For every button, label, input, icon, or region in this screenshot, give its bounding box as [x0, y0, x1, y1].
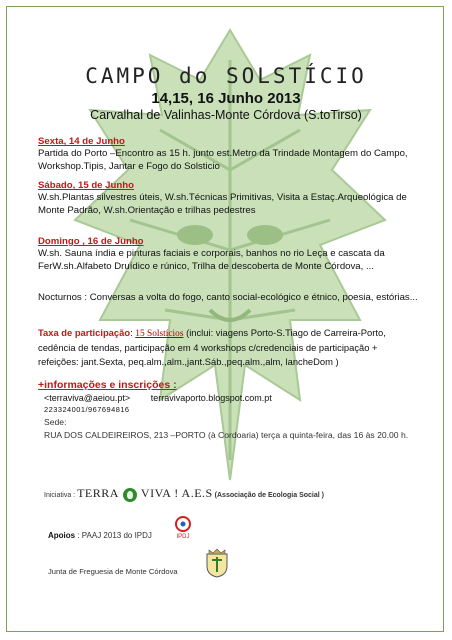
- contact-email[interactable]: <terraviva@aeiou.pt>: [44, 393, 131, 403]
- support-line: [48, 531, 152, 540]
- poster-title: CAMPO do SOLSTÍCIO: [85, 64, 367, 88]
- fee-price: 15 Solstícios: [135, 329, 184, 339]
- program-day-2: [38, 180, 418, 217]
- parish-council: Junta de Freguesia de Monte Córdova: [48, 567, 178, 576]
- event-dates: 14,15, 16 Junho 2013: [151, 90, 301, 107]
- day-description: Partida do Porto –Encontro as 15 h. junto est.Metro da Trindade Montagem do Campo, Workshop.Tipis, Jantar e Fogo do Solsticio: [38, 148, 408, 172]
- program-day-3: [38, 236, 418, 273]
- fee-label: Taxa de participação: [38, 327, 131, 338]
- day-heading: Domingo , 16 de Junho: [38, 236, 144, 247]
- day-description: W.sh. Sauna índia e pinturas faciais e corporais, banhos no rio Leça e cascata da FerW.sh.Alfabeto Druídico e rúnico, Trilha de descoberta de Monte Córdova, ...: [38, 248, 385, 272]
- terra-viva-logo-icon: [123, 488, 137, 502]
- blog-link[interactable]: terravivaporto.blogspot.com.pt: [150, 393, 272, 403]
- program-day-1: [38, 136, 418, 173]
- participation-fee: Taxa de participação: 15 Solstícios (inclui: viagens Porto-S.Tiago de Carreira-Porto, cedência de tendas, participação em 4 workshops c/credenciais de participação + refeições: jant.Sexta, peq.alm.,alm.,jant.Sáb.,peq.alm.,alm, lancheDom ): [38, 327, 386, 367]
- org-name-part1: TERRA: [77, 486, 119, 500]
- fee-details: (inclui: viagens Porto-S.Tiago de Carreira-Porto, cedência de tendas, participação em 4 workshops c/credenciais de participação + refeições: jant.Sexta, peq.alm.,alm.,jant.Sáb.,peq.alm.,alm, lancheDom ): [38, 327, 386, 367]
- org-association: (Associação de Ecologia Social ): [214, 492, 324, 499]
- info-heading: +informações e inscrições :: [38, 379, 177, 391]
- nocturnos-description: Nocturnos : Conversas a volta do fogo, canto social-ecológico e étnico, poesia, estórias...: [38, 292, 418, 303]
- initiative-line: [44, 486, 324, 502]
- day-heading: Sábado, 15 de Junho: [38, 180, 134, 191]
- support-text: : PAAJ 2013 do IPDJ: [77, 531, 152, 540]
- org-name-part2: VIVA ! A.E.S: [140, 486, 213, 500]
- ipdj-logo-icon: [172, 515, 194, 539]
- contact-block: [44, 393, 424, 441]
- event-place: Carvalhal de Valinhas-Monte Córdova (S.toTirso): [90, 108, 362, 122]
- parish-crest-icon: [204, 548, 230, 578]
- program-nocturnos: [38, 292, 418, 304]
- contact-phones: 223324001/967694816: [44, 405, 130, 414]
- day-heading: Sexta, 14 de Junho: [38, 136, 125, 147]
- support-label: Apoios: [48, 531, 76, 540]
- initiative-label: Iniciativa :: [44, 492, 76, 499]
- day-description: W.sh.Plantas silvestres úteis, W.sh.Técnicas Primitivas, Visita a Estaç.Arqueológica de Monte Padrão, W.sh.Orientação e trilhas pedestres: [38, 192, 407, 216]
- ipdj-logo-text: IPDJ: [176, 534, 190, 539]
- sede-address: RUA DOS CALDEIREIROS, 213 –PORTO (à Cordoaria) terça a quinta-feira, das 16 às 20.00 h.: [44, 430, 409, 440]
- sede-label: Sede:: [44, 417, 67, 427]
